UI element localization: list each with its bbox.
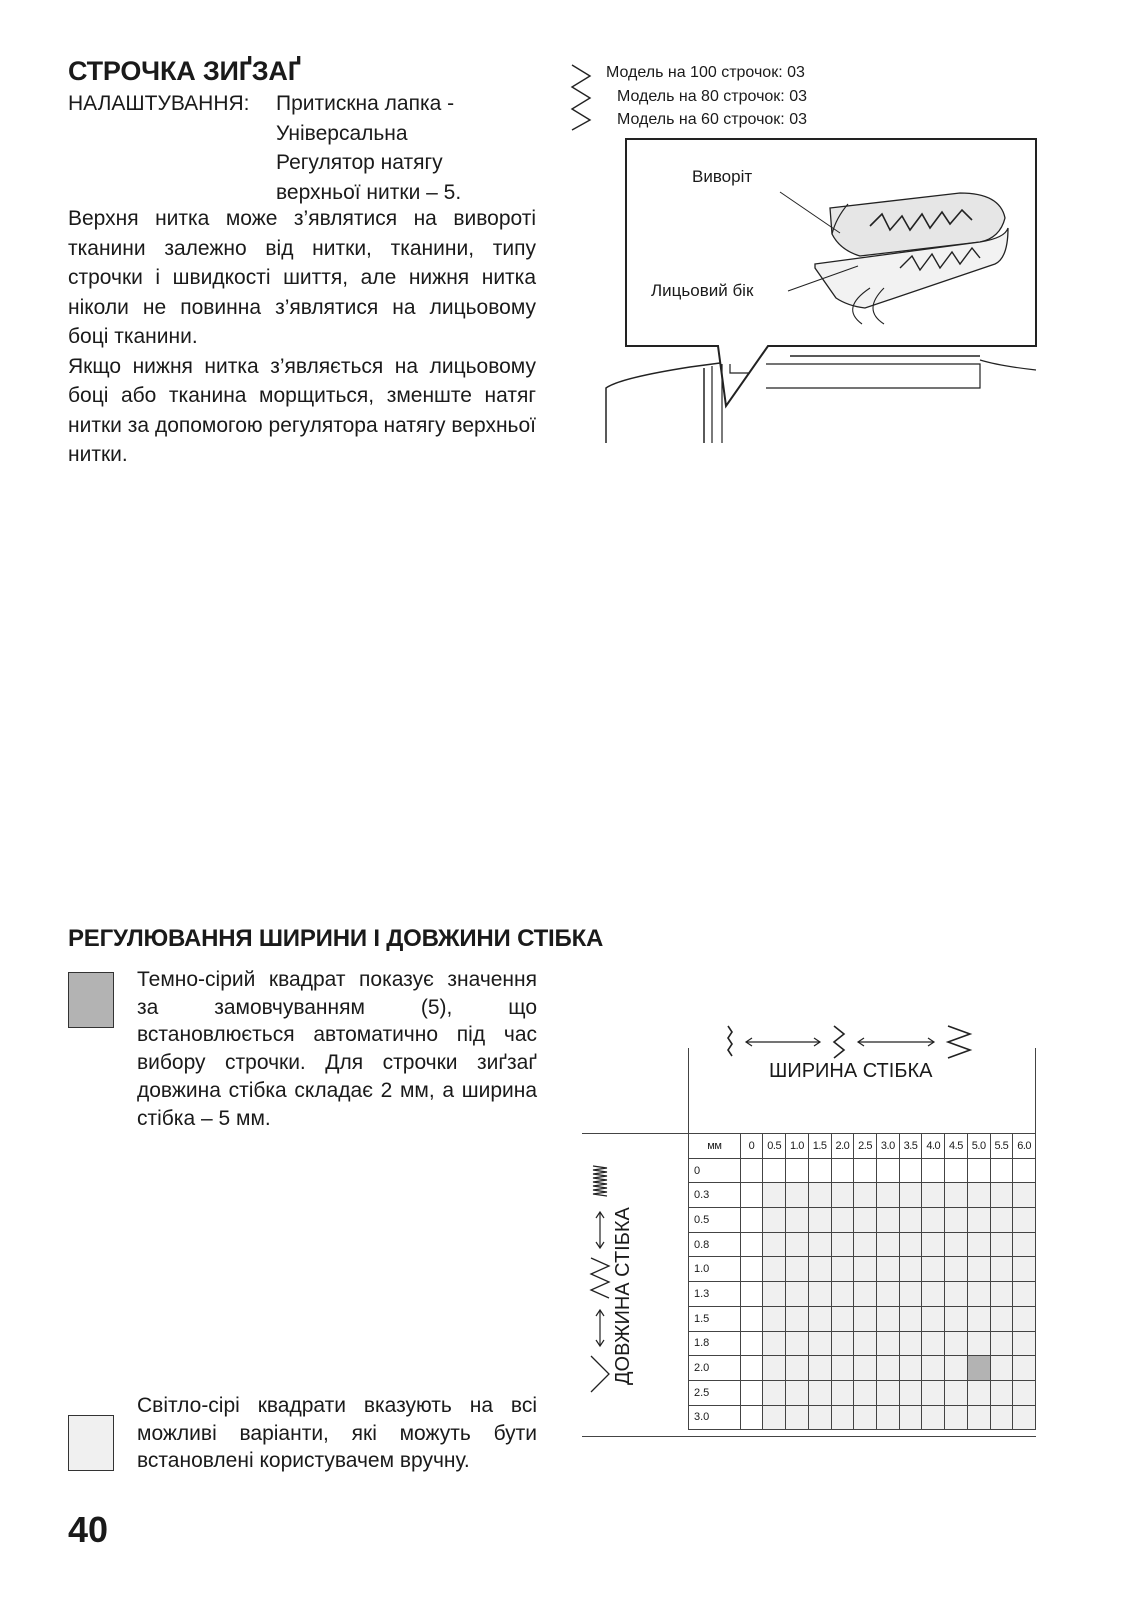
width-column-header: 5.0	[967, 1134, 990, 1159]
grid-cell	[899, 1158, 922, 1183]
grid-cell	[740, 1208, 763, 1233]
available-setting-cell	[808, 1356, 831, 1381]
page-number: 40	[68, 1509, 109, 1550]
paragraph-thread: Верхня нитка може з’являтися на вивороті тканини залежно від нитки, тканини, типу строчки і швидкості шиття, але нижня нитка ніколи не повинна з’являтися на лицьовому боці тканини.	[68, 207, 536, 348]
available-setting-cell	[945, 1232, 968, 1257]
available-setting-cell	[899, 1306, 922, 1331]
available-setting-cell	[786, 1306, 809, 1331]
length-row-header: 0	[689, 1158, 741, 1183]
available-setting-cell	[786, 1232, 809, 1257]
available-setting-cell	[1013, 1232, 1036, 1257]
available-setting-cell	[763, 1183, 786, 1208]
model-80: Модель на 80 строчок: 03	[617, 87, 807, 105]
available-setting-cell	[808, 1257, 831, 1282]
length-row-header: 0.3	[689, 1183, 741, 1208]
grid-cell	[808, 1158, 831, 1183]
available-setting-cell	[945, 1257, 968, 1282]
available-setting-cell	[854, 1331, 877, 1356]
width-column-header: 3.5	[899, 1134, 922, 1159]
available-setting-cell	[967, 1306, 990, 1331]
long-zigzag-icon	[591, 1356, 609, 1392]
length-row	[689, 1380, 1036, 1405]
length-row-header: 0.8	[689, 1232, 741, 1257]
available-setting-cell	[876, 1232, 899, 1257]
available-setting-cell	[831, 1380, 854, 1405]
model-60: Модель на 60 строчок: 03	[617, 111, 807, 128]
available-setting-cell	[967, 1257, 990, 1282]
settings-values	[276, 89, 461, 207]
available-setting-cell	[967, 1380, 990, 1405]
available-setting-cell	[922, 1405, 945, 1430]
length-row	[689, 1306, 1036, 1331]
available-setting-cell	[786, 1183, 809, 1208]
available-setting-cell	[763, 1208, 786, 1233]
grid-cell	[876, 1158, 899, 1183]
available-setting-cell	[990, 1306, 1013, 1331]
length-row-header: 2.5	[689, 1380, 741, 1405]
available-setting-cell	[945, 1306, 968, 1331]
width-column-header: 6.0	[1013, 1134, 1036, 1159]
available-setting-cell	[854, 1380, 877, 1405]
available-setting-cell	[945, 1282, 968, 1307]
available-setting-cell	[1013, 1183, 1036, 1208]
available-setting-cell	[945, 1405, 968, 1430]
zigzag-description	[68, 204, 536, 470]
available-setting-cell	[899, 1282, 922, 1307]
available-setting-cell	[854, 1257, 877, 1282]
available-setting-cell	[990, 1232, 1013, 1257]
available-setting-cell	[1013, 1257, 1036, 1282]
available-setting-cell	[1013, 1331, 1036, 1356]
available-setting-cell	[808, 1282, 831, 1307]
zigzag-stitch-icon	[568, 62, 594, 132]
available-setting-cell	[854, 1282, 877, 1307]
available-setting-cell	[990, 1183, 1013, 1208]
length-row-header: 1.0	[689, 1257, 741, 1282]
grid-cell	[922, 1158, 945, 1183]
length-row-header: 0.5	[689, 1208, 741, 1233]
grid-cell	[740, 1356, 763, 1381]
available-setting-cell	[899, 1405, 922, 1430]
available-setting-cell	[854, 1232, 877, 1257]
width-column-header: 2.5	[854, 1134, 877, 1159]
settings-label: НАЛАШТУВАННЯ:	[68, 92, 250, 115]
width-column-header: 1.0	[786, 1134, 809, 1159]
grid-cell	[740, 1380, 763, 1405]
available-setting-cell	[990, 1257, 1013, 1282]
length-row	[689, 1356, 1036, 1381]
available-setting-cell	[1013, 1306, 1036, 1331]
available-setting-cell	[990, 1380, 1013, 1405]
available-setting-cell	[967, 1183, 990, 1208]
available-setting-cell	[876, 1208, 899, 1233]
model-list	[606, 61, 807, 132]
available-setting-cell	[786, 1356, 809, 1381]
available-setting-cell	[967, 1232, 990, 1257]
available-setting-cell	[854, 1356, 877, 1381]
stitch-width-arrows	[716, 1022, 976, 1062]
width-column-header: 4.0	[922, 1134, 945, 1159]
section-title-zigzag: СТРОЧКА ЗИҐЗАҐ	[68, 56, 301, 86]
available-setting-cell	[990, 1405, 1013, 1430]
table-bottom-line	[582, 1436, 1036, 1437]
available-setting-cell	[831, 1405, 854, 1430]
narrow-zigzag-icon	[728, 1026, 732, 1056]
available-setting-cell	[899, 1257, 922, 1282]
available-setting-cell	[922, 1183, 945, 1208]
available-setting-cell	[831, 1331, 854, 1356]
available-setting-cell	[808, 1380, 831, 1405]
available-setting-cell	[763, 1257, 786, 1282]
available-setting-cell	[808, 1183, 831, 1208]
medium-zigzag-icon	[834, 1026, 844, 1058]
grid-cell	[740, 1405, 763, 1430]
available-setting-cell	[1013, 1380, 1036, 1405]
length-row	[689, 1331, 1036, 1356]
available-setting-cell	[808, 1405, 831, 1430]
length-row-header: 3.0	[689, 1405, 741, 1430]
grid-cell	[740, 1183, 763, 1208]
grid-cell	[967, 1158, 990, 1183]
width-header-border	[1035, 1048, 1036, 1138]
available-setting-cell	[876, 1183, 899, 1208]
grid-cell	[945, 1158, 968, 1183]
width-column-header: 0.5	[763, 1134, 786, 1159]
available-setting-cell	[786, 1282, 809, 1307]
model-100: Модель на 100 строчок: 03	[606, 64, 805, 81]
available-setting-cell	[922, 1257, 945, 1282]
settings-line: верхньої нитки – 5.	[276, 180, 462, 204]
width-column-header: 2.0	[831, 1134, 854, 1159]
available-setting-cell	[899, 1380, 922, 1405]
width-label: ШИРИНА СТІБКА	[769, 1060, 933, 1082]
available-setting-cell	[1013, 1282, 1036, 1307]
width-header-divider	[688, 1048, 689, 1138]
available-setting-cell	[899, 1183, 922, 1208]
length-row	[689, 1183, 1036, 1208]
available-setting-cell	[967, 1282, 990, 1307]
available-setting-cell	[786, 1380, 809, 1405]
available-setting-cell	[967, 1208, 990, 1233]
wide-zigzag-icon	[948, 1026, 970, 1058]
available-setting-cell	[786, 1331, 809, 1356]
grid-cell	[854, 1158, 877, 1183]
length-row-header: 2.0	[689, 1356, 741, 1381]
available-setting-cell	[922, 1306, 945, 1331]
available-setting-cell	[831, 1356, 854, 1381]
dark-square-legend	[68, 972, 114, 1028]
available-setting-cell	[922, 1282, 945, 1307]
available-setting-cell	[1013, 1208, 1036, 1233]
available-setting-cell	[899, 1232, 922, 1257]
available-setting-cell	[786, 1208, 809, 1233]
grid-cell	[740, 1257, 763, 1282]
dense-zigzag-icon	[593, 1166, 607, 1196]
light-square-description: Світло-сірі квадрати вказують на всі можливі варіанти, які можуть бути встановлені користувачем вручну.	[137, 1394, 537, 1473]
grid-cell	[1013, 1158, 1036, 1183]
length-row	[689, 1405, 1036, 1430]
available-setting-cell	[763, 1232, 786, 1257]
available-setting-cell	[808, 1208, 831, 1233]
grid-cell	[990, 1158, 1013, 1183]
width-column-header: 3.0	[876, 1134, 899, 1159]
available-setting-cell	[945, 1356, 968, 1381]
paragraph-tension: Якщо нижня нитка з’являється на лицьовому боці або тканина морщиться, зменште натяг нитки за допомогою регулятора натягу верхньої нитки.	[68, 354, 536, 466]
available-setting-cell	[899, 1356, 922, 1381]
available-setting-cell	[945, 1331, 968, 1356]
available-setting-cell	[899, 1331, 922, 1356]
available-setting-cell	[1013, 1405, 1036, 1430]
medium-length-zigzag-icon	[591, 1258, 609, 1298]
grid-cell	[831, 1158, 854, 1183]
available-setting-cell	[763, 1306, 786, 1331]
available-setting-cell	[763, 1356, 786, 1381]
available-setting-cell	[922, 1356, 945, 1381]
available-setting-cell	[876, 1331, 899, 1356]
available-setting-cell	[990, 1331, 1013, 1356]
grid-cell	[763, 1158, 786, 1183]
available-setting-cell	[763, 1331, 786, 1356]
width-column-header: 1.5	[808, 1134, 831, 1159]
stitch-length-arrows	[585, 1160, 615, 1400]
available-setting-cell	[945, 1380, 968, 1405]
grid-unit-header: мм	[689, 1134, 741, 1159]
grid-cell	[740, 1158, 763, 1183]
available-setting-cell	[831, 1306, 854, 1331]
grid-cell	[740, 1232, 763, 1257]
length-label: ДОВЖИНА СТІБКА	[612, 1207, 634, 1385]
available-setting-cell	[967, 1405, 990, 1430]
width-column-header: 0	[740, 1134, 763, 1159]
section-title-stitch-adjust: РЕГУЛЮВАННЯ ШИРИНИ І ДОВЖИНИ СТІБКА	[68, 925, 604, 952]
settings-line: Притискна лапка -	[276, 92, 455, 115]
available-setting-cell	[831, 1232, 854, 1257]
available-setting-cell	[808, 1331, 831, 1356]
available-setting-cell	[786, 1405, 809, 1430]
available-setting-cell	[831, 1282, 854, 1307]
available-setting-cell	[990, 1356, 1013, 1381]
available-setting-cell	[808, 1232, 831, 1257]
available-setting-cell	[831, 1183, 854, 1208]
settings-line: Регулятор натягу	[276, 151, 443, 174]
available-setting-cell	[899, 1208, 922, 1233]
length-row	[689, 1232, 1036, 1257]
available-setting-cell	[876, 1380, 899, 1405]
length-row	[689, 1282, 1036, 1307]
label-face-side: Лицьовий бік	[651, 281, 754, 300]
available-setting-cell	[831, 1257, 854, 1282]
stitch-settings-grid	[688, 1133, 1036, 1430]
width-column-header: 4.5	[945, 1134, 968, 1159]
grid-cell	[740, 1282, 763, 1307]
grid-cell	[740, 1331, 763, 1356]
available-setting-cell	[854, 1208, 877, 1233]
default-setting-cell	[967, 1356, 990, 1381]
light-square-legend	[68, 1415, 114, 1471]
length-row-header: 1.3	[689, 1282, 741, 1307]
grid-cell	[740, 1306, 763, 1331]
length-row	[689, 1158, 1036, 1183]
length-row-header: 1.8	[689, 1331, 741, 1356]
available-setting-cell	[945, 1183, 968, 1208]
available-setting-cell	[763, 1380, 786, 1405]
available-setting-cell	[876, 1405, 899, 1430]
available-setting-cell	[786, 1257, 809, 1282]
available-setting-cell	[945, 1208, 968, 1233]
dark-square-description: Темно-сірий квадрат показує значення за замовчуванням (5), що встановлюється автоматично під час вибору строчки. Для строчки зиґзаґ довжина стібка складає 2 мм, а ширина стібка – 5 мм.	[137, 968, 537, 1130]
available-setting-cell	[763, 1405, 786, 1430]
settings-line: Універсальна	[276, 121, 408, 145]
available-setting-cell	[854, 1405, 877, 1430]
available-setting-cell	[876, 1257, 899, 1282]
width-column-header: 5.5	[990, 1134, 1013, 1159]
available-setting-cell	[876, 1356, 899, 1381]
length-row	[689, 1257, 1036, 1282]
available-setting-cell	[922, 1232, 945, 1257]
label-back-side: Виворіт	[692, 167, 753, 186]
length-row	[689, 1208, 1036, 1233]
available-setting-cell	[922, 1208, 945, 1233]
available-setting-cell	[876, 1306, 899, 1331]
available-setting-cell	[922, 1380, 945, 1405]
available-setting-cell	[854, 1183, 877, 1208]
available-setting-cell	[990, 1208, 1013, 1233]
available-setting-cell	[922, 1331, 945, 1356]
length-row-header: 1.5	[689, 1306, 741, 1331]
available-setting-cell	[831, 1208, 854, 1233]
grid-cell	[786, 1158, 809, 1183]
available-setting-cell	[808, 1306, 831, 1331]
available-setting-cell	[876, 1282, 899, 1307]
available-setting-cell	[854, 1306, 877, 1331]
available-setting-cell	[1013, 1356, 1036, 1381]
available-setting-cell	[967, 1331, 990, 1356]
available-setting-cell	[763, 1282, 786, 1307]
available-setting-cell	[990, 1282, 1013, 1307]
